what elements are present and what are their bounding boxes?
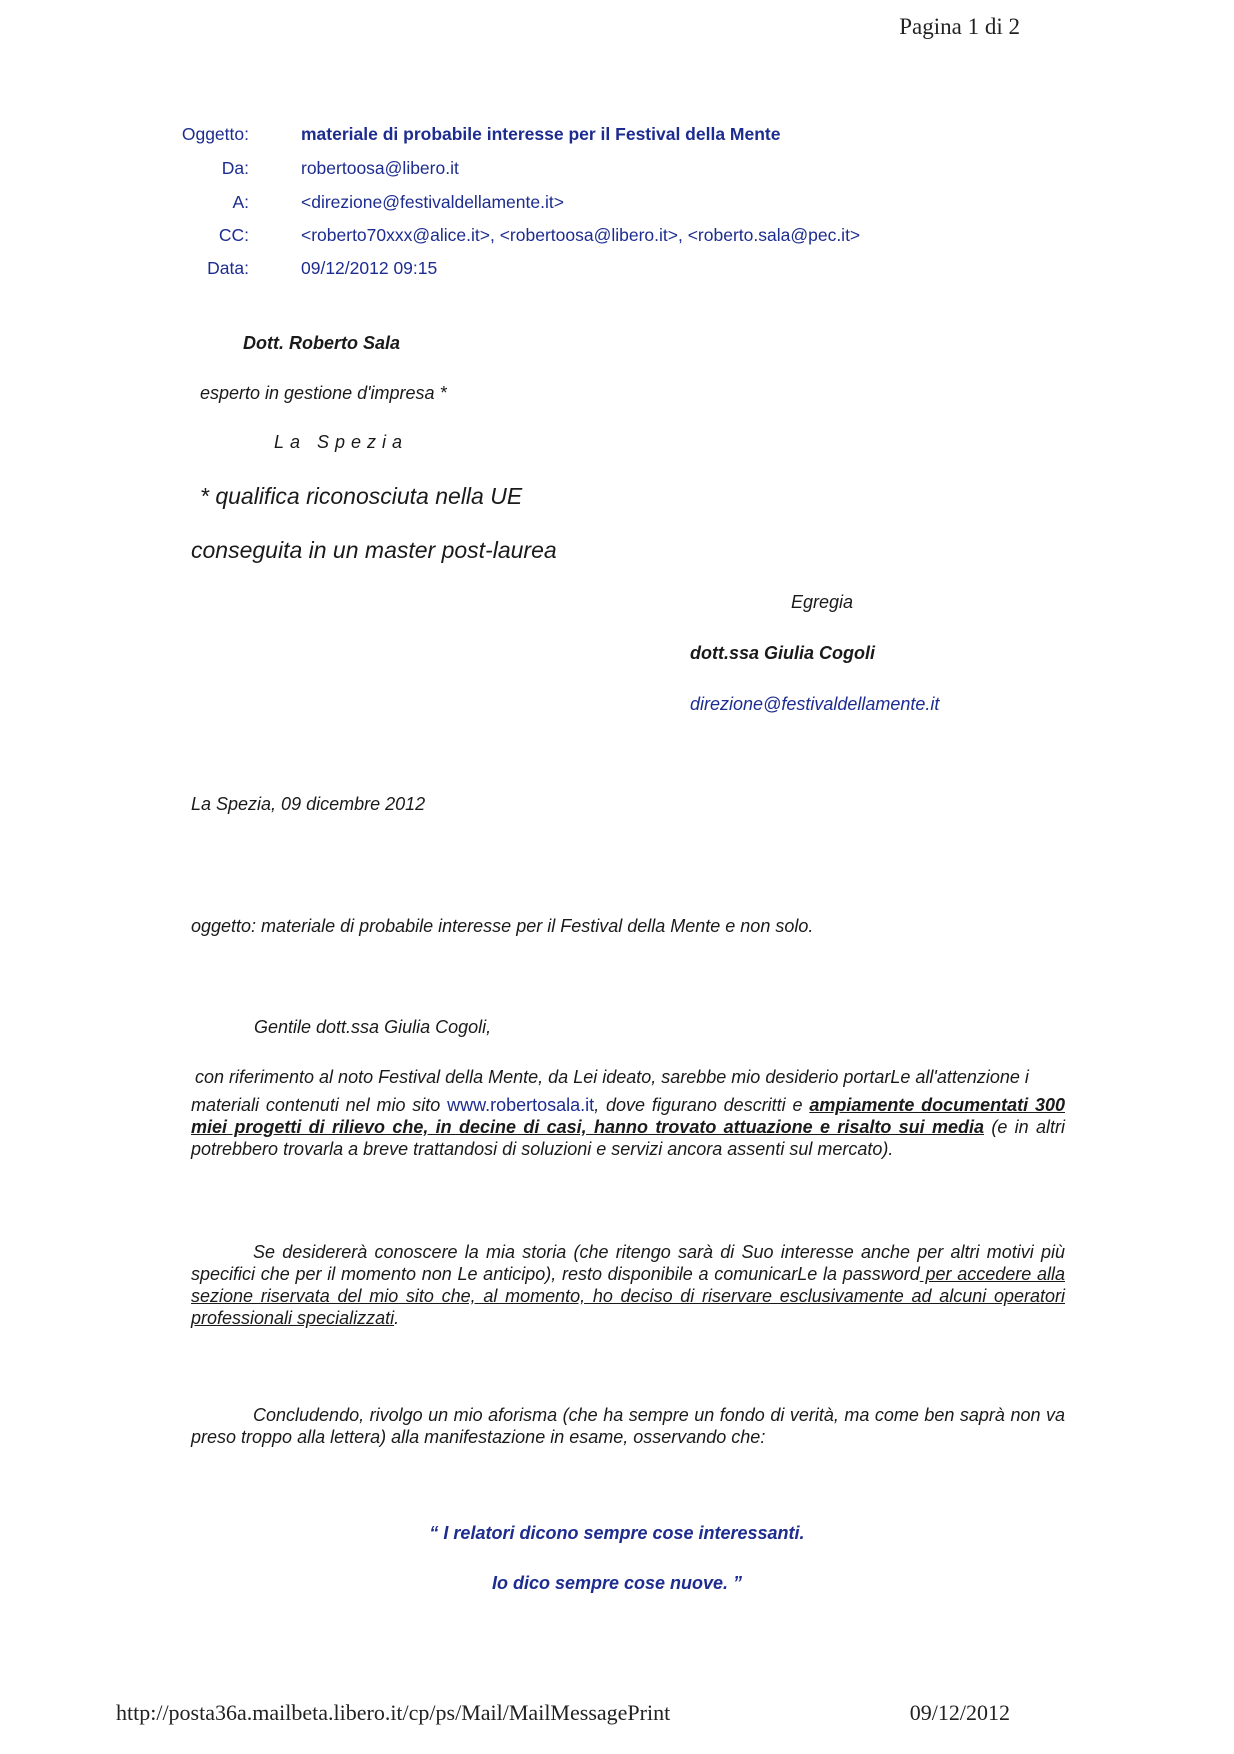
to-value: <direzione@festivaldellamente.it> bbox=[301, 192, 564, 212]
paragraph-1-text-3: (e in altri potrebbero trovarla a breve trattandosi di soluzioni e servizi ancora assenti sul mercato). bbox=[191, 1117, 1066, 1159]
letter-subject: oggetto: materiale di probabile interesse per il Festival della Mente e non solo. bbox=[191, 916, 814, 936]
cc-label: CC: bbox=[218, 225, 249, 245]
qualification-line-2: conseguita in un master post-laurea bbox=[191, 537, 557, 563]
place-date: La Spezia, 09 dicembre 2012 bbox=[191, 794, 426, 814]
paragraph-2-underlined: per accedere alla sezione riservata del mio sito che, al momento, ho deciso di riservare esclusivamente ad alcuni operatori professionali specializzati bbox=[191, 1264, 1065, 1328]
sender-city: La Spezia bbox=[274, 432, 409, 452]
page-number: Pagina 1 di 2 bbox=[899, 14, 1020, 39]
subject-label: Oggetto: bbox=[181, 124, 249, 144]
paragraph-2-end: . bbox=[394, 1308, 400, 1328]
paragraph-1-opening: con riferimento al noto Festival della Mente, da Lei ideato, sarebbe mio desiderio portarLe all'attenzione i bbox=[195, 1067, 1029, 1087]
paragraph-2-text: Se desidererà conoscere la mia storia (che ritengo sarà di Suo interesse anche per altri motivi più specifici che per il momento non Le anticipo), resto disponibile a comunicarLe la password bbox=[191, 1242, 1065, 1284]
website-link[interactable]: www.robertosala.it bbox=[447, 1095, 595, 1115]
footer-url: http://posta36a.mailbeta.libero.it/cp/ps/Mail/MailMessagePrint bbox=[116, 1700, 671, 1725]
from-value: robertoosa@libero.it bbox=[301, 158, 459, 178]
paragraph-1-text: materiali contenuti nel mio sito bbox=[191, 1095, 448, 1115]
aphorism-line-2: Io dico sempre cose nuove. ” bbox=[491, 1573, 743, 1593]
subject-value: materiale di probabile interesse per il Festival della Mente bbox=[301, 124, 781, 144]
paragraph-1-highlight: ampiamente documentati 300 miei progetti di rilievo che, in decine di casi, hanno trovato attuazione e risalto sui media bbox=[191, 1095, 1065, 1137]
paragraph-1-text-2: , dove figurano descritti e bbox=[594, 1095, 810, 1115]
recipient-greeting: Egregia bbox=[791, 592, 854, 612]
qualification-line-1: * qualifica riconosciuta nella UE bbox=[200, 483, 523, 509]
paragraph-2 bbox=[191, 1241, 1065, 1329]
date-value: 09/12/2012 09:15 bbox=[301, 258, 438, 278]
salutation: Gentile dott.ssa Giulia Cogoli, bbox=[254, 1017, 492, 1037]
cc-value: <roberto70xxx@alice.it>, <robertoosa@libero.it>, <roberto.sala@pec.it> bbox=[301, 225, 861, 245]
from-label: Da: bbox=[221, 158, 249, 178]
date-label: Data: bbox=[207, 258, 249, 278]
paragraph-3: Concludendo, rivolgo un mio aforisma (che ha sempre un fondo di verità, ma come ben saprà non va preso troppo alla lettera) alla manifestazione in esame, osservando che: bbox=[191, 1405, 1065, 1447]
recipient-email: direzione@festivaldellamente.it bbox=[690, 694, 940, 714]
footer-date: 09/12/2012 bbox=[909, 1700, 1010, 1725]
recipient-name: dott.ssa Giulia Cogoli bbox=[690, 643, 876, 663]
sender-name: Dott. Roberto Sala bbox=[243, 333, 401, 353]
aphorism-line-1: “ I relatori dicono sempre cose interessanti. bbox=[429, 1523, 805, 1543]
paragraph-1 bbox=[191, 1066, 1065, 1160]
sender-role: esperto in gestione d'impresa * bbox=[200, 383, 447, 403]
to-label: A: bbox=[232, 192, 249, 212]
